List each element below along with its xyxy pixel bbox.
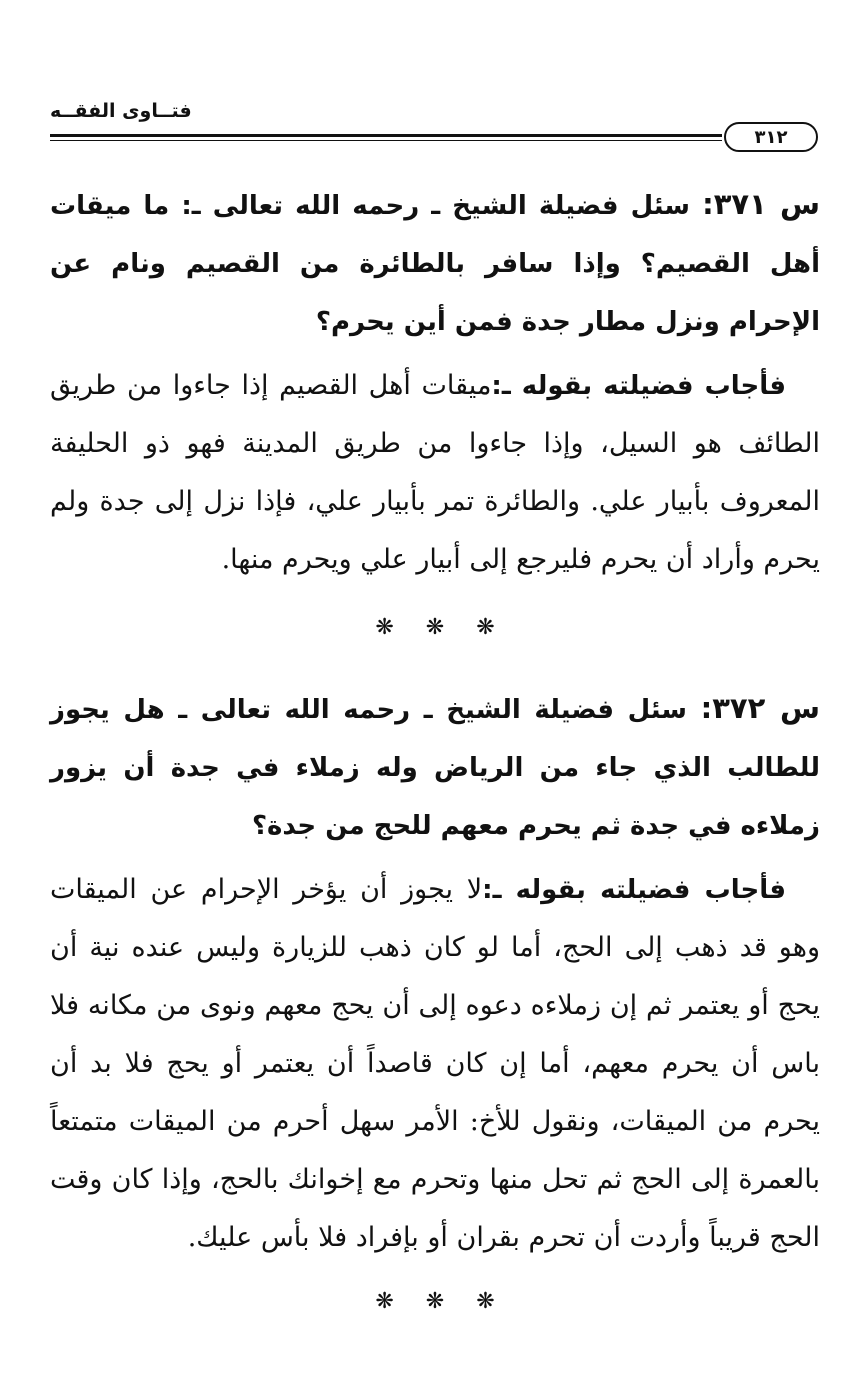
answer-371	[50, 357, 820, 589]
header-rule-thick	[50, 134, 722, 137]
star-ornament-icon: ❋	[425, 1289, 445, 1314]
question-371	[50, 175, 820, 351]
star-ornament-icon: ❋	[375, 615, 394, 640]
section-separator	[50, 613, 820, 643]
question-372	[50, 679, 820, 855]
page-content	[50, 175, 820, 1353]
star-ornament-icon: ❋	[476, 615, 495, 640]
answer-text: ميقات أهل القصيم إذا جاءوا من طريق الطائف هو السيل، وإذا جاءوا من طريق المدينة فهو ذو الحليفة المعروف بأبيار علي. والطائرة تمر بأبيار علي، فإذا نزل إلى جدة ولم يحرم وأراد أن يحرم فليرجع إلى أبيار علي ويحرم منها.	[50, 370, 820, 575]
page-number-badge: ٣١٢	[724, 122, 818, 152]
header-rule-thin	[50, 140, 722, 141]
question-text: سئل فضيلة الشيخ ـ رحمه الله تعالى ـ: ما ميقات أهل القصيم؟ وإذا سافر بالطائرة من القصيم ونام عن الإحرام ونزل مطار جدة فمن أين يحرم؟	[50, 191, 820, 337]
star-ornament-icon: ❋	[375, 1289, 394, 1314]
running-title: فتــاوى الفقــه	[50, 100, 192, 122]
question-marker: س ٣٧٢:	[700, 691, 820, 725]
section-separator	[50, 1287, 820, 1317]
answer-lead: فأجاب فضيلته بقوله ـ:	[482, 875, 786, 905]
answer-text: لا يجوز أن يؤخر الإحرام عن الميقات وهو قد ذهب إلى الحج، أما لو كان ذهب للزيارة وليس عنده نية أن يحج أو يعتمر ثم إن زملاءه دعوه إلى أن يحج معهم ونوى من مكانه فلا باس أن يحرم معهم، أما إن كان قاصداً أن يعتمر أو يحج فلا بد أن يحرم من الميقات، ونقول للأخ: الأمر سهل أحرم من الميقات متمتعاً بالعمرة إلى الحج ثم تحل منها وتحرم مع إخوانك بالحج، وإذا كان وقت الحج قريباً وأردت أن تحرم بقران أو بإفراد فلا بأس عليك.	[50, 874, 820, 1253]
answer-372	[50, 861, 820, 1267]
answer-lead: فأجاب فضيلته بقوله ـ:	[491, 371, 786, 401]
star-ornament-icon: ❋	[425, 615, 445, 640]
page-header	[50, 100, 820, 160]
star-ornament-icon: ❋	[476, 1289, 495, 1314]
question-text: سئل فضيلة الشيخ ـ رحمه الله تعالى ـ هل يجوز للطالب الذي جاء من الرياض وله زملاء في جدة أن يزور زملاءه في جدة ثم يحرم معهم للحج من جدة؟	[50, 695, 820, 841]
question-marker: س ٣٧١:	[702, 187, 820, 221]
